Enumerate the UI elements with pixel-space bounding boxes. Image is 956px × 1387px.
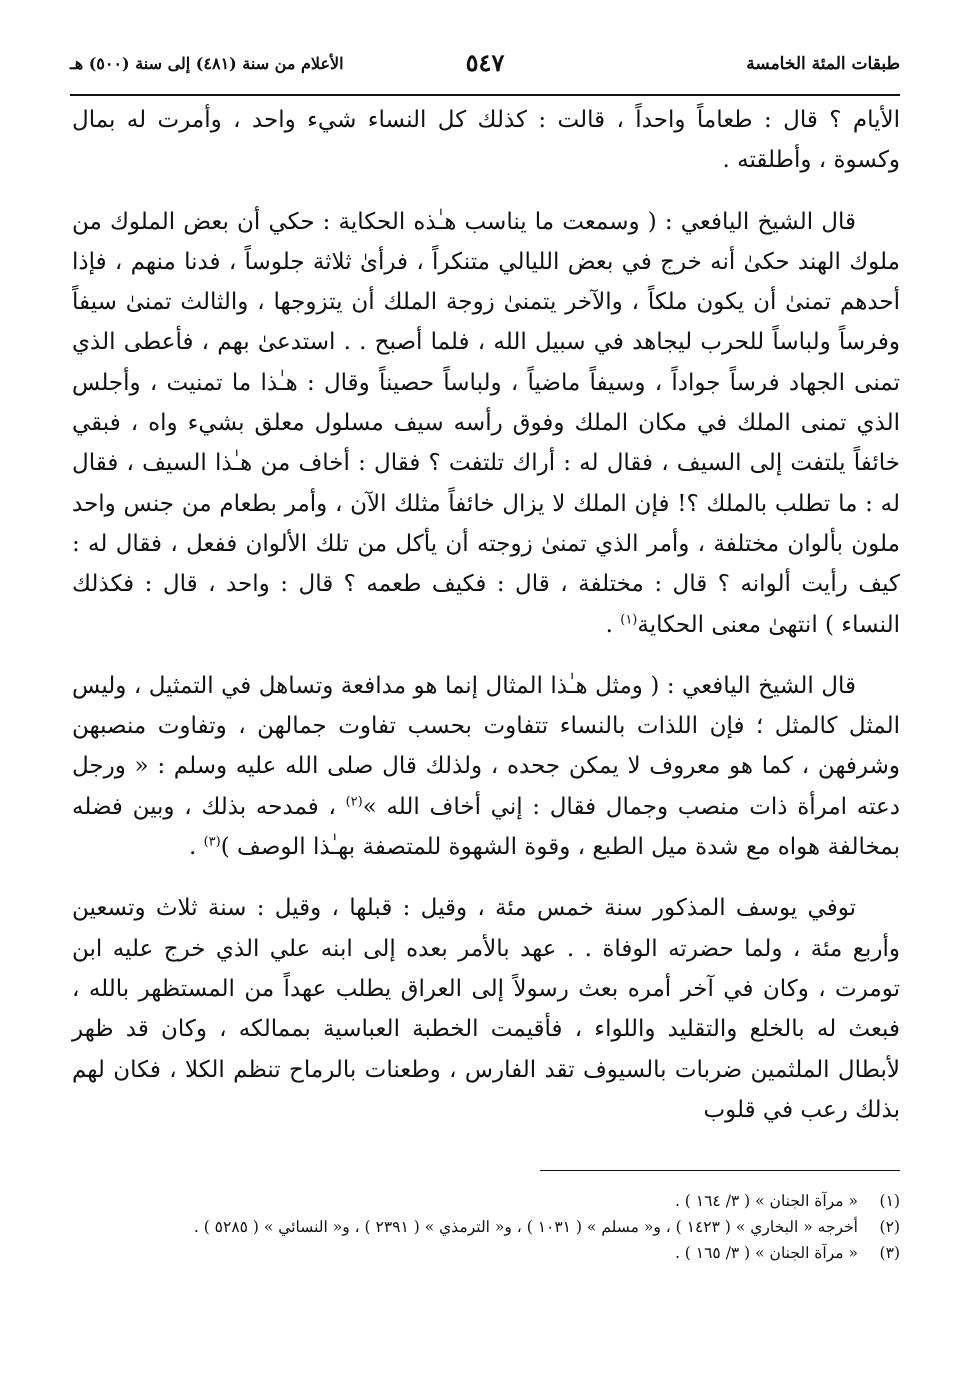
page-header [70,48,900,94]
paragraph-text: الأيام ؟ قال : طعاماً واحداً ، قالت : كذلك كل النساء شيء واحد ، وأمرت له بمال وكسوة ، وأطلقته . [72,107,900,174]
paragraph-text: قال الشيخ اليافعي : ( وسمعت ما يناسب هـٰذه الحكاية : حكي أن بعض الملوك من ملوك الهند حكىٰ أنه خرج في بعض الليالي متنكراً ، فرأىٰ ثلاثة جلوساً ، فدنا منهم ، فإذا أحدهم تمنىٰ أن يكون ملكاً ، والآخر يتمنىٰ زوجة الملك أن يتزوجها ، والثالث تمنىٰ سيفاً وفرساً ولباساً للحرب ليجاهد في سبيل الله ، فلما أصبح . . استدعىٰ بهم ، فأعطى الذي تمنى الجهاد فرساً جواداً ، وسيفاً ماضياً ، ولباساً حصيناً وقال : هـٰذا ما تمنيت ، وأجلس الذي تمنى الملك في مكان الملك وفوق رأسه سيف مسلول معلق بشيء واه ، فبقي خائفاً يلتفت إلى السيف ، فقال له : أراك تلتفت ؟ فقال : أخاف من هـٰذا السيف ، فقال له : ما تطلب بالملك ؟! فإن الملك لا يزال خائفاً مثلك الآن ، وأمر بطعام من جنس واحد ملون بألوان مختلفة ، وأمر الذي تمنىٰ زوجته أن يأكل من تلك الألوان ففعل ، فقال له : كيف رأيت ألوانه ؟ قال : مختلفة ، قال : فكيف طعمه ؟ قال : واحد ، قال : فكذلك النساء ) انتهىٰ معنى الحكاية [72,208,900,638]
section-title: الأعلام من سنة (٤٨١) إلى سنة (٥٠٠) هـ [70,54,344,73]
footnote-marker: (٣) [203,834,221,850]
page-number: ٥٤٧ [465,48,505,77]
paragraph-text: توفي يوسف المذكور سنة خمس مئة ، وقيل : قبلها ، وقيل : سنة ثلاث وتسعين وأربع مئة ، ولما حضرته الوفاة . . عهد بالأمر بعده إلى ابنه علي الذي خرج عليه ابن تومرت ، وكان في آخر أمره بعث رسولاً إلى العراق يطلب عهداً من المستظهر بالله ، فبعث له بالخلع والتقليد واللواء ، فأقيمت الخطبة العباسية بممالكه ، وكان قد ظهر لأبطال الملثمين ضربات بالسيوف تقد الفارس ، وطعنات بالرماح تنظم الكلا ، فكان لهم بذلك رعب في قلوب [72,895,900,1123]
paragraph [72,666,900,867]
paragraph-text-cont: ، فمدحه بذلك ، وبين فضله بمخالفة هواه مع شدة ميل الطبع ، وقوة الشهوة للمتصفة بهـٰذا الوصف ) [72,793,900,861]
paragraph-tail: . [188,834,204,861]
paragraph-text: قال الشيخ اليافعي : ( ومثل هـٰذا المثال إنما هو مدافعة وتساهل في التمثيل ، وليس المثل كالمثل ؛ فإن اللذات بالنساء تتفاوت بحسب تفاوت جمالهن ، وتفاوت منصبهن وشرفهن ، كما هو معروف لا يمكن جحده ، ولذلك قال صلى الله عليه وسلم : « ورجل دعته امرأة ذات منصب وجمال فقال : إني أخاف الله » [72,672,900,820]
paragraph [72,202,900,645]
footnote-number: (٣) [879,1244,900,1262]
footnote-text: « مرآة الجنان » ( ٣/ ١٦٤ ) . [674,1192,858,1210]
footnote-number: (١) [879,1192,900,1210]
paragraph [72,100,900,181]
footnote-number: (٢) [879,1218,900,1236]
footnotes [72,1188,900,1266]
footnote-text: أخرجه « البخاري » ( ١٤٢٣ ) ، و« مسلم » ( ١٠٣١ ) ، و« الترمذي » ( ٢٣٩١ ) ، و« النسائي » ( ٥٢٨٥ ) . [193,1218,858,1236]
main-text [72,100,900,1151]
footnote [72,1214,900,1240]
header-divider [70,94,900,96]
paragraph [72,888,900,1130]
footnote [72,1240,900,1266]
footnote-marker: (١) [620,611,638,627]
paragraph-tail: . [605,611,621,638]
book-title: طبقات المئة الخامسة [746,54,900,74]
footnote [72,1188,900,1214]
footnote-text: « مرآة الجنان » ( ٣/ ١٦٥ ) . [674,1244,858,1262]
footnote-divider [540,1170,900,1171]
footnote-marker: (٢) [345,794,363,810]
